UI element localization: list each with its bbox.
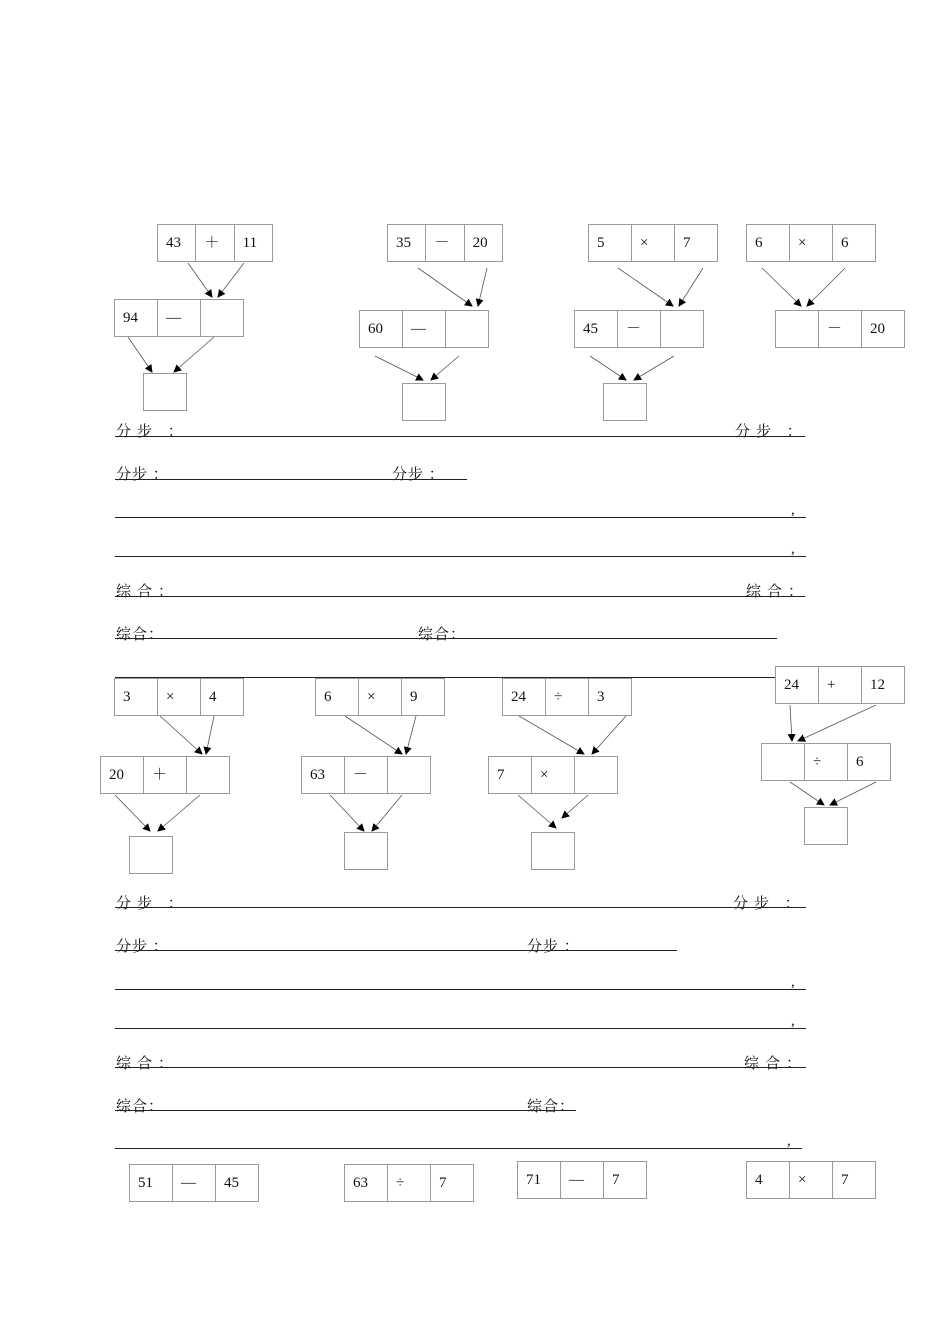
operator: ×	[790, 225, 833, 261]
operator: —	[158, 300, 201, 336]
expression-box	[301, 756, 431, 794]
operator: ÷	[388, 1165, 431, 1201]
operator: —	[561, 1162, 604, 1198]
operand: 11	[242, 235, 258, 251]
operand: 94	[115, 300, 158, 336]
operator: －	[426, 225, 464, 261]
operand: 20	[870, 321, 885, 337]
expression-box	[315, 678, 445, 716]
operand: 24	[503, 679, 546, 715]
answer-line[interactable]	[115, 517, 806, 518]
arrow	[158, 795, 200, 831]
answer-line[interactable]	[115, 638, 777, 639]
arrow	[188, 263, 212, 297]
operand: 24	[776, 667, 819, 703]
operand: 71	[518, 1162, 561, 1198]
operand: 6	[856, 754, 864, 770]
step-label: 分步 ：	[116, 467, 169, 483]
operand: 7	[612, 1172, 620, 1188]
blank-cell[interactable]	[762, 744, 805, 780]
blank-cell[interactable]	[661, 311, 703, 347]
blank-cell[interactable]	[201, 300, 243, 336]
arrow	[798, 705, 876, 741]
blank-cell[interactable]	[187, 757, 229, 793]
expression-box	[746, 1161, 876, 1199]
answer-box[interactable]	[804, 807, 848, 845]
operand: 6	[316, 679, 359, 715]
answer-line[interactable]	[115, 907, 806, 908]
arrow	[519, 716, 584, 754]
operand: 6	[841, 235, 849, 251]
answer-line[interactable]	[115, 1110, 576, 1111]
step-label: 分步 ：	[116, 939, 169, 955]
answer-line[interactable]	[115, 950, 677, 951]
arrow	[562, 795, 588, 818]
arrow	[372, 795, 402, 831]
expression-box	[114, 299, 244, 337]
arrow	[174, 337, 214, 372]
operand: 4	[747, 1162, 790, 1198]
operator: ÷	[546, 679, 589, 715]
operand: 45	[224, 1175, 239, 1191]
answer-box[interactable]	[143, 373, 187, 411]
answer-line[interactable]	[115, 1067, 806, 1068]
expression-box	[488, 756, 618, 794]
step-label: 分步 ：	[735, 424, 808, 440]
operator: ×	[532, 757, 575, 793]
operand: 7	[489, 757, 532, 793]
answer-box[interactable]	[402, 383, 446, 421]
blank-cell[interactable]	[776, 311, 819, 347]
answer-box[interactable]	[129, 836, 173, 874]
answer-box[interactable]	[344, 832, 388, 870]
operator: —	[173, 1165, 216, 1201]
expression-box	[157, 224, 273, 262]
arrow	[679, 268, 703, 306]
blank-cell[interactable]	[388, 757, 430, 793]
arrow	[431, 356, 459, 380]
operator: ×	[359, 679, 402, 715]
expression-box	[129, 1164, 259, 1202]
operand: 5	[589, 225, 632, 261]
operand: 35	[388, 225, 426, 261]
expression-box	[517, 1161, 647, 1199]
step-label: 分步 ：	[392, 467, 445, 483]
step-label: 分步 ：	[527, 939, 580, 955]
operator: ＋	[144, 757, 187, 793]
operand: 63	[302, 757, 345, 793]
step-label: 分步 ：	[116, 424, 189, 440]
answer-line[interactable]	[115, 989, 806, 990]
answer-line[interactable]	[115, 556, 806, 557]
arrow	[160, 716, 202, 754]
step-label: 分步 ：	[116, 896, 189, 912]
arrow	[418, 268, 472, 306]
composite-label: 综合：	[116, 1099, 165, 1115]
arrow	[762, 268, 801, 306]
operand: 3	[115, 679, 158, 715]
operator: ×	[158, 679, 201, 715]
comma: ,	[791, 502, 795, 518]
operator: －	[618, 311, 661, 347]
expression-box	[114, 678, 244, 716]
operand: 60	[360, 311, 403, 347]
arrow	[345, 716, 402, 754]
arrow	[115, 795, 150, 831]
arrow	[790, 705, 792, 741]
arrow	[618, 268, 673, 306]
arrow	[375, 356, 423, 380]
composite-label: 综合：	[744, 1056, 808, 1072]
operand: 51	[130, 1165, 173, 1201]
operand: 20	[101, 757, 144, 793]
operand: 43	[158, 225, 196, 261]
answer-line[interactable]	[115, 1028, 806, 1029]
composite-label: 综合：	[527, 1099, 576, 1115]
operand: 7	[841, 1172, 849, 1188]
arrow	[790, 782, 824, 805]
answer-line[interactable]	[115, 479, 467, 480]
operator: ×	[632, 225, 675, 261]
expression-box	[574, 310, 704, 348]
arrow	[218, 263, 244, 297]
operand: 7	[683, 235, 691, 251]
arrow	[518, 795, 556, 828]
composite-label: 综合：	[116, 627, 165, 643]
comma: ,	[791, 541, 795, 557]
arrow	[634, 356, 674, 380]
answer-line[interactable]	[115, 436, 805, 437]
composite-label: 综合：	[418, 627, 467, 643]
comma: ,	[787, 1133, 791, 1149]
operand: 9	[410, 689, 418, 705]
expression-box	[761, 743, 891, 781]
operand: 3	[597, 689, 605, 705]
operator: －	[819, 311, 862, 347]
arrow	[478, 268, 487, 306]
operand: 6	[747, 225, 790, 261]
operand: 4	[209, 689, 217, 705]
operand: 45	[575, 311, 618, 347]
answer-line[interactable]	[115, 596, 805, 597]
arrow	[330, 795, 364, 831]
expression-box	[746, 224, 876, 262]
comma: ,	[791, 974, 795, 990]
arrow	[592, 716, 626, 754]
arrow	[206, 716, 214, 754]
expression-box	[359, 310, 489, 348]
operand: 12	[870, 677, 885, 693]
step-label: 分步 ：	[733, 896, 806, 912]
operator: ÷	[805, 744, 848, 780]
expression-box	[344, 1164, 474, 1202]
blank-cell[interactable]	[575, 757, 617, 793]
answer-line[interactable]	[115, 1148, 802, 1149]
expression-box	[387, 224, 503, 262]
blank-cell[interactable]	[446, 311, 488, 347]
arrow	[590, 356, 626, 380]
arrow	[406, 716, 416, 754]
operator: —	[403, 311, 446, 347]
operator: －	[345, 757, 388, 793]
answer-box[interactable]	[531, 832, 575, 870]
operator: ＋	[196, 225, 234, 261]
expression-box	[775, 666, 905, 704]
operand: 20	[472, 235, 488, 251]
arrow	[128, 337, 152, 372]
arrow	[830, 782, 876, 805]
comma: ,	[791, 1013, 795, 1029]
operand: 7	[439, 1175, 447, 1191]
expression-box	[100, 756, 230, 794]
composite-label: 综合：	[116, 1056, 180, 1072]
arrow	[807, 268, 845, 306]
operator: ×	[790, 1162, 833, 1198]
composite-label: 综合：	[746, 584, 810, 600]
operator: +	[819, 667, 862, 703]
answer-box[interactable]	[603, 383, 647, 421]
operand: 63	[345, 1165, 388, 1201]
composite-label: 综合：	[116, 584, 180, 600]
expression-box	[775, 310, 905, 348]
expression-box	[588, 224, 718, 262]
expression-box	[502, 678, 632, 716]
